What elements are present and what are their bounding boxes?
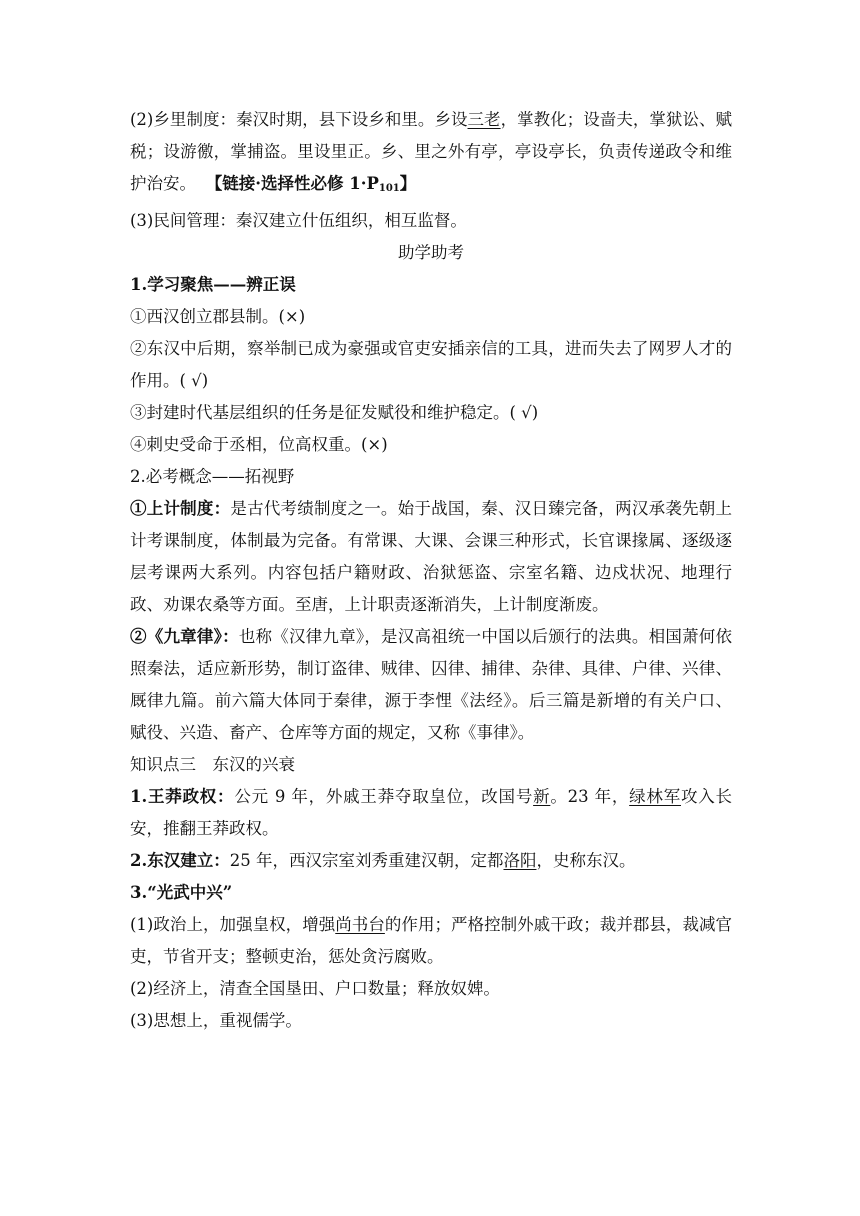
item-label: 1.王莽政权： (130, 787, 235, 806)
underlined-term: 尚书台 (335, 915, 385, 934)
text: (2)乡里制度：秦汉时期，县下设乡和里。乡设 (130, 110, 468, 129)
heading-guangwu: 3.“光武中兴” (130, 883, 233, 902)
paragraph-folk-management: (3)民间管理：秦汉建立什伍组织，相互监督。 (130, 211, 467, 230)
concept-jiuzhanglv (130, 621, 732, 749)
item-donghan (130, 845, 732, 877)
link-text-end: 】 (399, 174, 417, 193)
item-label: 2.东汉建立： (130, 851, 230, 870)
textbook-link (214, 174, 416, 193)
item-wangmang (130, 781, 732, 845)
concept-label: ②《九章律》： (130, 627, 239, 646)
study-item: ②东汉中后期，察举制已成为豪强或官吏安插亲信的工具，进而失去了网罗人才的作用。( √) (130, 339, 732, 390)
guangwu-thought: (3)思想上，重视儒学。 (130, 1011, 302, 1030)
text: (1)政治上，加强皇权，增强 (130, 915, 336, 934)
study-item: ③封建时代基层组织的任务是征发赋役和维护稳定。( √) (130, 403, 539, 422)
guangwu-economy: (2)经济上，清查全国垦田、户口数量；释放奴婢。 (130, 979, 500, 998)
heading-concepts: 2.必考概念——拓视野 (130, 467, 295, 486)
concept-text: 也称《汉律九章》，是汉高祖统一中国以后颁行的法典。相国萧何依照秦法，适应新形势，制订盗律、贼律、囚律、捕律、杂律、具律、户律、兴律、厩律九篇。前六篇大体同于秦律，源于李悝《法经》。后三篇是新增的有关户口、赋役、兴造、畜产、仓库等方面的规定，又称《事律》。 (130, 627, 733, 742)
concept-text: 是古代考绩制度之一。始于战国，秦、汉日臻完备，两汉承袭先朝上计考课制度，体制最为完备。有常课、大课、会课三种形式，长官课掾属、逐级逐层考课两大系列。内容包括户籍财政、治狱惩盗、宗室名籍、边戍状况、地理行政、劝课农桑等方面。至唐，上计职责逐渐消失，上计制度渐废。 (130, 499, 733, 614)
link-text: 【链接·选择性必修 1·P (214, 174, 379, 193)
guangwu-politics (130, 909, 732, 973)
text: 公元 9 年，外戚王莽夺取皇位，改国号 (234, 787, 534, 806)
document-page (130, 104, 732, 1037)
link-page-subscript: 101 (378, 183, 400, 194)
underlined-term: 洛阳 (503, 851, 537, 870)
study-item: ①西汉创立郡县制。(×) (130, 307, 306, 326)
paragraph-village-system (130, 104, 732, 205)
heading-study-focus: 1.学习聚焦——辨正误 (130, 275, 296, 294)
text: 攻入长安，推翻王莽政权。 (130, 787, 732, 838)
concept-shangji (130, 493, 732, 621)
underlined-term: 绿林军 (629, 787, 681, 806)
text: ，史称东汉。 (536, 851, 636, 870)
text: 25 年，西汉宗室刘秀重建汉朝，定都 (229, 851, 504, 870)
underlined-term: 新 (533, 787, 551, 806)
knowledge-point-title: 知识点三 东汉的兴衰 (130, 755, 295, 774)
text: 。23 年， (550, 787, 630, 806)
concept-label: ①上计制度： (130, 499, 231, 518)
text: ，掌教化；设啬夫，掌狱讼、赋税；设游徼，掌捕盗。里设里正。乡、里之外有亭，亭设亭长，负责传递政令和维护治安。 (130, 110, 733, 193)
section-title-helper: 助学助考 (398, 243, 464, 262)
study-item: ④刺史受命于丞相，位高权重。(×) (130, 435, 388, 454)
text: 的作用；严格控制外戚干政；裁并郡县，裁减官吏，节省开支；整顿吏治，惩处贪污腐败。 (130, 915, 733, 966)
underlined-term: 三老 (467, 110, 501, 129)
